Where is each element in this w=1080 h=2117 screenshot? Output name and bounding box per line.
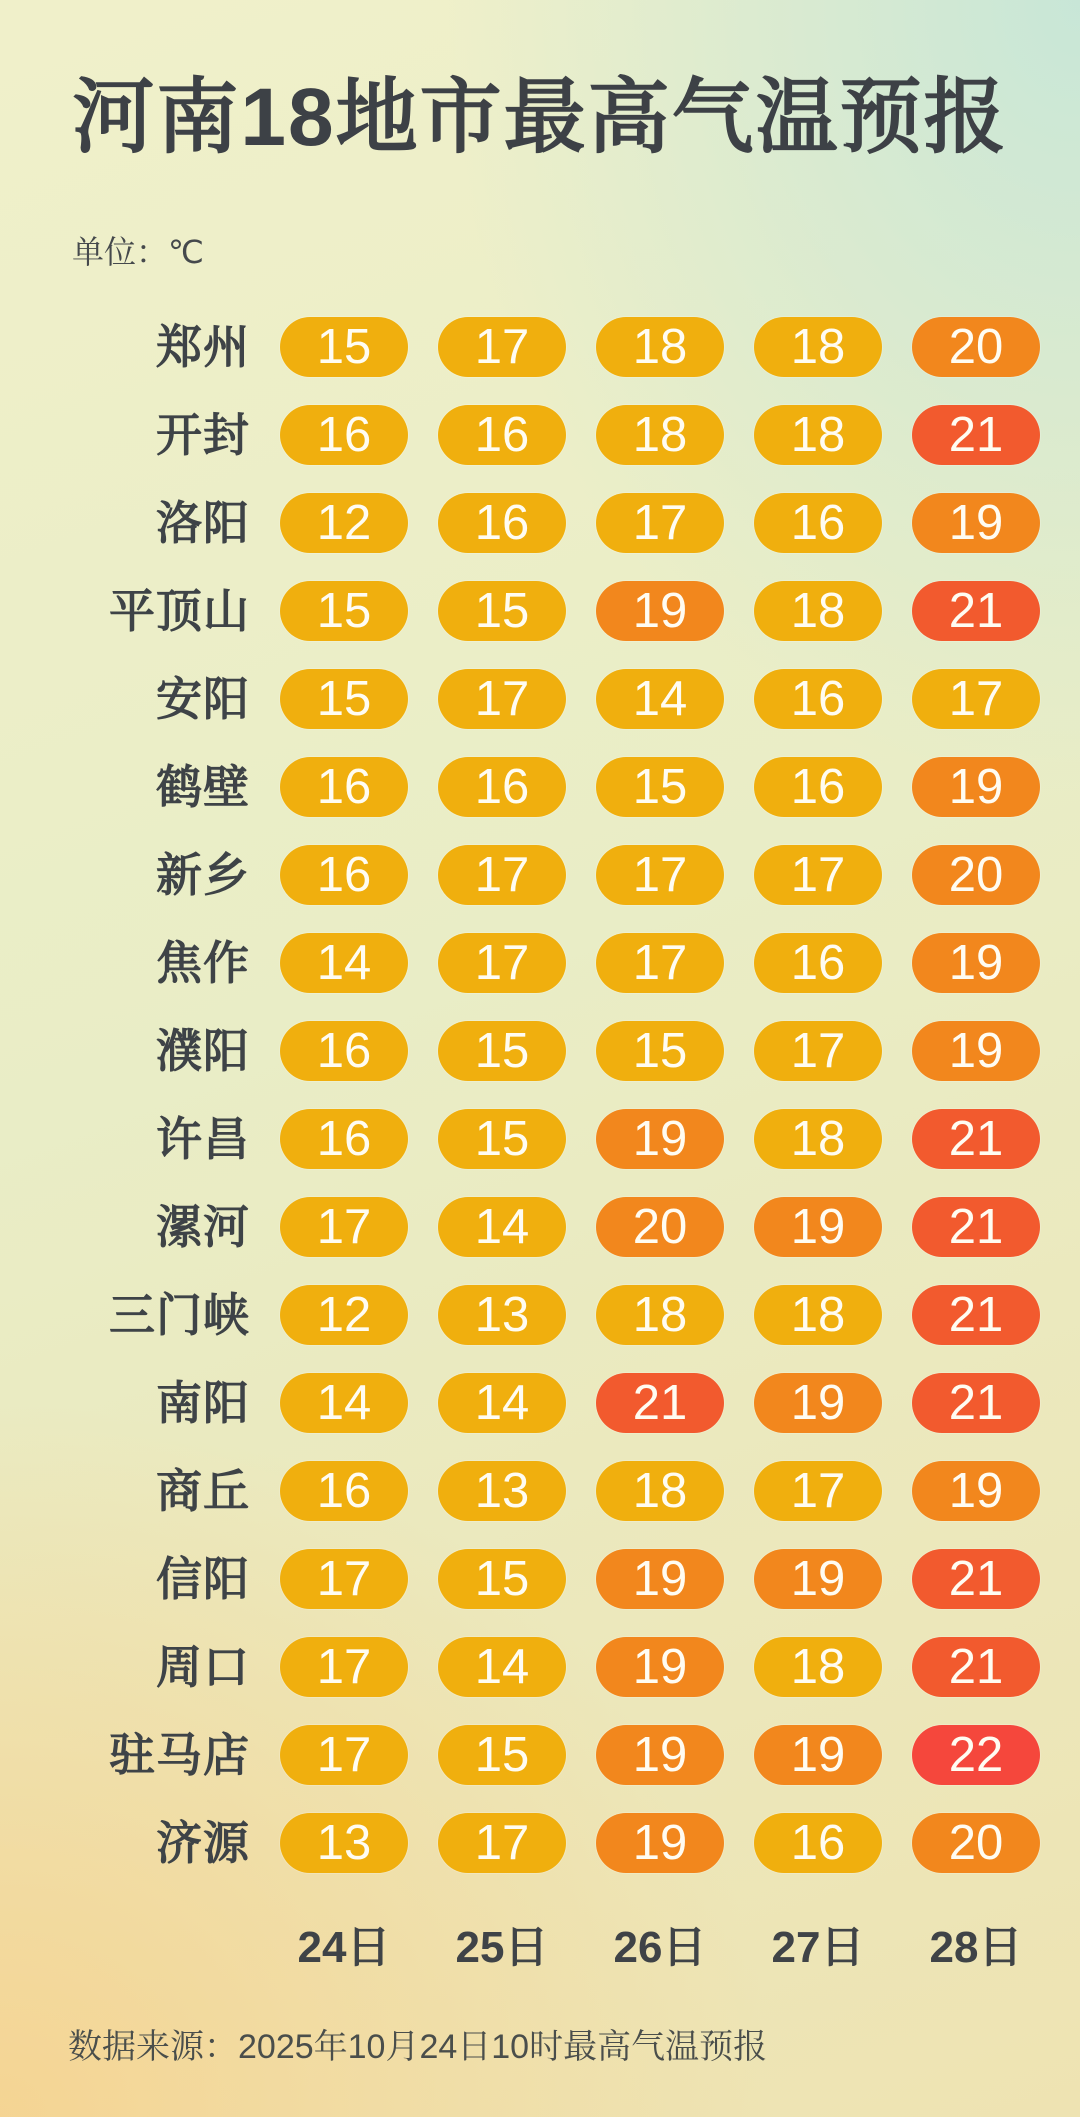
temp-pill: 21 (596, 1373, 724, 1433)
temp-pill: 21 (912, 1285, 1040, 1345)
temp-pill: 16 (754, 757, 882, 817)
temp-pill: 20 (596, 1197, 724, 1257)
temp-pill: 18 (754, 1637, 882, 1697)
temp-pill: 21 (912, 1549, 1040, 1609)
temp-pill: 14 (438, 1373, 566, 1433)
temp-pill: 17 (754, 1461, 882, 1521)
city-label: 郑州 (156, 321, 250, 373)
temp-pill: 17 (280, 1549, 408, 1609)
temp-pill: 15 (438, 1021, 566, 1081)
table-row (40, 1813, 1080, 1873)
temp-pill: 14 (280, 1373, 408, 1433)
city-label: 焦作 (156, 937, 250, 989)
temp-pill: 16 (438, 405, 566, 465)
temp-pill: 19 (912, 1021, 1040, 1081)
temp-pill: 13 (280, 1813, 408, 1873)
temp-pill: 15 (438, 1549, 566, 1609)
temp-pill: 17 (912, 669, 1040, 729)
table-row (40, 757, 1080, 817)
temp-pill: 18 (596, 1461, 724, 1521)
temp-pill: 20 (912, 845, 1040, 905)
temp-pill: 19 (596, 1109, 724, 1169)
temp-pill: 22 (912, 1725, 1040, 1785)
temp-pill: 21 (912, 581, 1040, 641)
temp-pill: 17 (438, 1813, 566, 1873)
temp-pill: 18 (596, 1285, 724, 1345)
table-row (40, 1197, 1080, 1257)
table-row (40, 1109, 1080, 1169)
temp-pill: 12 (280, 1285, 408, 1345)
table-row (40, 581, 1080, 641)
temp-pill: 14 (280, 933, 408, 993)
city-label: 三门峡 (109, 1289, 250, 1341)
city-label: 濮阳 (156, 1025, 250, 1077)
temp-pill: 15 (596, 1021, 724, 1081)
temp-pill: 18 (754, 317, 882, 377)
city-label: 驻马店 (109, 1729, 250, 1781)
temp-pill: 14 (438, 1197, 566, 1257)
temp-pill: 19 (754, 1373, 882, 1433)
city-label: 信阳 (156, 1553, 250, 1605)
city-label: 安阳 (156, 673, 250, 725)
table-row (40, 933, 1080, 993)
city-label: 鹤壁 (156, 761, 250, 813)
temp-pill: 14 (596, 669, 724, 729)
temp-pill: 21 (912, 1197, 1040, 1257)
day-header: 24日 (297, 1923, 391, 1972)
table-row (40, 845, 1080, 905)
temp-pill: 15 (280, 581, 408, 641)
temp-pill: 16 (280, 405, 408, 465)
day-header: 28日 (929, 1923, 1023, 1972)
table-row (40, 493, 1080, 553)
day-header: 26日 (613, 1923, 707, 1972)
table-row (40, 1725, 1080, 1785)
table-row (40, 1021, 1080, 1081)
temp-pill: 14 (438, 1637, 566, 1697)
temp-pill: 15 (596, 757, 724, 817)
city-label: 商丘 (156, 1465, 250, 1517)
temp-pill: 17 (280, 1637, 408, 1697)
temp-pill: 15 (438, 581, 566, 641)
city-label: 新乡 (156, 849, 250, 901)
day-header-row (40, 1911, 1080, 1972)
temp-pill: 16 (280, 1461, 408, 1521)
unit-label: 单位：℃ (72, 234, 204, 270)
city-label: 许昌 (156, 1113, 250, 1165)
temp-pill: 17 (596, 845, 724, 905)
temp-pill: 17 (596, 933, 724, 993)
city-label: 济源 (156, 1817, 250, 1869)
table-row (40, 1285, 1080, 1345)
temp-pill: 19 (754, 1725, 882, 1785)
temp-pill: 17 (438, 845, 566, 905)
temp-pill: 16 (438, 493, 566, 553)
day-header: 27日 (771, 1923, 865, 1972)
city-label: 南阳 (156, 1377, 250, 1429)
city-label: 漯河 (156, 1201, 250, 1253)
temp-pill: 16 (754, 493, 882, 553)
city-label: 平顶山 (109, 585, 250, 637)
temp-pill: 17 (754, 845, 882, 905)
temp-pill: 13 (438, 1285, 566, 1345)
temp-pill: 21 (912, 1373, 1040, 1433)
temp-pill: 18 (754, 1109, 882, 1169)
temp-pill: 18 (754, 581, 882, 641)
city-label: 洛阳 (156, 497, 250, 549)
temp-pill: 15 (438, 1109, 566, 1169)
table-row (40, 1373, 1080, 1433)
temp-pill: 19 (754, 1197, 882, 1257)
temp-pill: 16 (438, 757, 566, 817)
page-title: 河南18地市最高气温预报 (72, 72, 1008, 163)
temp-pill: 19 (596, 1549, 724, 1609)
temp-pill: 21 (912, 405, 1040, 465)
temp-pill: 18 (754, 1285, 882, 1345)
temp-pill: 16 (754, 1813, 882, 1873)
temp-pill: 17 (280, 1725, 408, 1785)
table-row (40, 317, 1080, 377)
temp-pill: 19 (912, 1461, 1040, 1521)
temperature-table (40, 317, 1080, 1873)
temp-pill: 19 (596, 1813, 724, 1873)
city-label: 开封 (156, 409, 250, 461)
temp-pill: 19 (912, 933, 1040, 993)
temp-pill: 18 (596, 317, 724, 377)
temp-pill: 17 (754, 1021, 882, 1081)
temp-pill: 15 (280, 317, 408, 377)
temp-pill: 20 (912, 317, 1040, 377)
temp-pill: 16 (280, 1109, 408, 1169)
temp-pill: 16 (754, 933, 882, 993)
temp-pill: 19 (596, 581, 724, 641)
temp-pill: 20 (912, 1813, 1040, 1873)
temp-pill: 19 (912, 493, 1040, 553)
table-row (40, 1637, 1080, 1697)
temp-pill: 18 (596, 405, 724, 465)
temp-pill: 15 (438, 1725, 566, 1785)
temp-pill: 16 (280, 1021, 408, 1081)
temp-pill: 12 (280, 493, 408, 553)
temp-pill: 21 (912, 1637, 1040, 1697)
temp-pill: 16 (280, 845, 408, 905)
temp-pill: 21 (912, 1109, 1040, 1169)
temp-pill: 17 (438, 317, 566, 377)
temp-pill: 19 (596, 1637, 724, 1697)
table-row (40, 405, 1080, 465)
temp-pill: 15 (280, 669, 408, 729)
table-row (40, 1461, 1080, 1521)
temp-pill: 19 (754, 1549, 882, 1609)
temp-pill: 16 (754, 669, 882, 729)
temp-pill: 17 (438, 933, 566, 993)
day-header: 25日 (455, 1923, 549, 1972)
temp-pill: 13 (438, 1461, 566, 1521)
temp-pill: 18 (754, 405, 882, 465)
table-row (40, 1549, 1080, 1609)
temp-pill: 16 (280, 757, 408, 817)
source-note: 数据来源：2025年10月24日10时最高气温预报 (68, 2028, 768, 2066)
temp-pill: 17 (596, 493, 724, 553)
temp-pill: 19 (596, 1725, 724, 1785)
temp-pill: 17 (438, 669, 566, 729)
table-row (40, 669, 1080, 729)
temp-pill: 17 (280, 1197, 408, 1257)
temp-pill: 19 (912, 757, 1040, 817)
city-label: 周口 (156, 1641, 250, 1693)
